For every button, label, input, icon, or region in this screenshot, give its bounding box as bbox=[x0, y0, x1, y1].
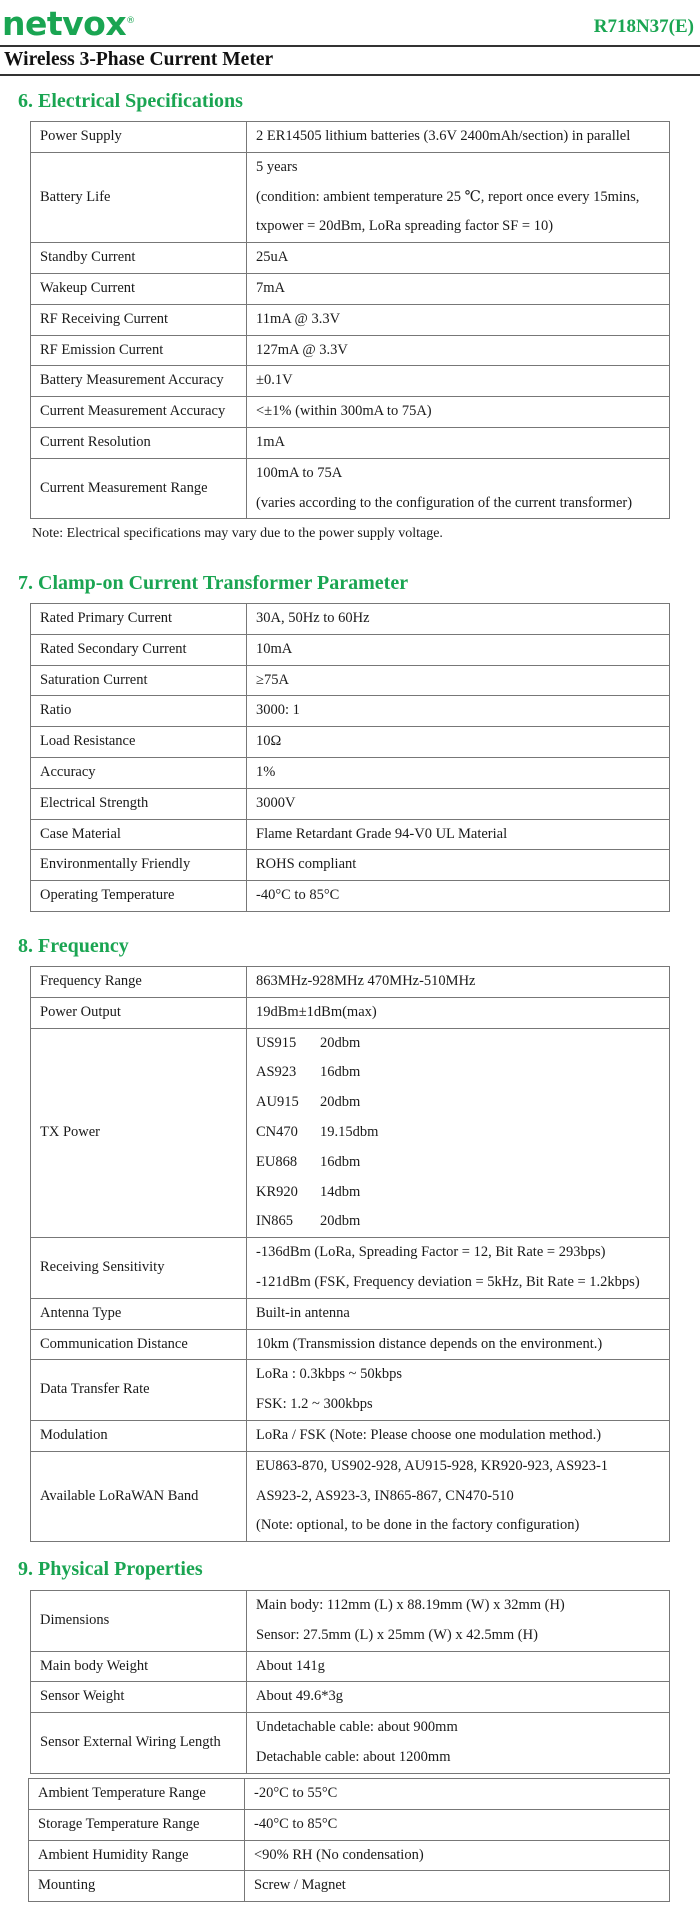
spec-label: Frequency Range bbox=[31, 967, 247, 998]
spec-value-line: (varies according to the configuration of the current transformer) bbox=[256, 494, 633, 511]
spec-value-line: Flame Retardant Grade 94-V0 UL Material bbox=[256, 825, 508, 842]
spec-value-line: 863MHz-928MHz 470MHz-510MHz bbox=[256, 973, 476, 989]
spec-row bbox=[29, 1779, 670, 1810]
section-title-frequency: 8. Frequency bbox=[18, 935, 129, 957]
spec-value-line: txpower = 20dBm, LoRa spreading factor SF = 10) bbox=[256, 218, 554, 235]
spec-row bbox=[31, 604, 670, 635]
electrical-spec-table bbox=[30, 121, 670, 519]
spec-value bbox=[247, 1651, 670, 1682]
spec-label: Ambient Humidity Range bbox=[29, 1840, 245, 1871]
spec-value-line: LoRa / FSK (Note: Please choose one modulation method.) bbox=[256, 1426, 602, 1443]
spec-label: Receiving Sensitivity bbox=[31, 1238, 247, 1299]
spec-value-line: About 49.6*3g bbox=[256, 1688, 343, 1705]
spec-label: Power Supply bbox=[31, 122, 247, 153]
spec-value bbox=[247, 604, 670, 635]
spec-value-line: 2 ER14505 lithium batteries (3.6V 2400mAh/section) in parallel bbox=[256, 128, 631, 144]
spec-row bbox=[31, 1360, 670, 1421]
spec-row bbox=[31, 819, 670, 850]
spec-row bbox=[31, 122, 670, 153]
tx-power-value: 20dbm bbox=[320, 1213, 361, 1230]
spec-value-line: 10Ω bbox=[256, 733, 282, 750]
spec-value-line: 7mA bbox=[256, 279, 285, 296]
spec-value-line: 10km (Transmission distance depends on the environment.) bbox=[256, 1335, 603, 1352]
spec-value bbox=[247, 1238, 670, 1299]
spec-row bbox=[31, 788, 670, 819]
spec-value bbox=[247, 335, 670, 366]
spec-value bbox=[247, 1682, 670, 1713]
spec-value bbox=[245, 1809, 670, 1840]
spec-value-line: ±0.1V bbox=[256, 372, 293, 389]
spec-value-line: 11mA @ 3.3V bbox=[256, 310, 341, 327]
spec-row bbox=[29, 1871, 670, 1902]
spec-value-line: -40°C to 85°C bbox=[254, 1815, 338, 1832]
spec-value bbox=[247, 819, 670, 850]
tx-power-item bbox=[256, 1148, 669, 1178]
section-title-electrical: 6. Electrical Specifications bbox=[18, 90, 243, 112]
spec-label: Available LoRaWAN Band bbox=[31, 1451, 247, 1541]
spec-row bbox=[31, 366, 670, 397]
spec-row bbox=[31, 1420, 670, 1451]
spec-row bbox=[31, 1238, 670, 1299]
spec-row bbox=[31, 967, 670, 998]
spec-value-line: 1% bbox=[256, 763, 276, 780]
spec-label: Electrical Strength bbox=[31, 788, 247, 819]
spec-value bbox=[247, 122, 670, 153]
spec-label: Accuracy bbox=[31, 757, 247, 788]
header-rule-top bbox=[0, 45, 700, 47]
spec-value-line: ROHS compliant bbox=[256, 856, 357, 873]
spec-label: Load Resistance bbox=[31, 727, 247, 758]
spec-row bbox=[31, 458, 670, 519]
spec-row bbox=[31, 850, 670, 881]
spec-value bbox=[247, 727, 670, 758]
tx-power-item bbox=[256, 1088, 669, 1118]
section-title-clamp: 7. Clamp-on Current Transformer Parameter bbox=[18, 572, 409, 594]
spec-row bbox=[31, 881, 670, 912]
spec-value-line: 10mA bbox=[256, 640, 293, 657]
spec-value-line: Sensor: 27.5mm (L) x 25mm (W) x 42.5mm (H) bbox=[256, 1626, 538, 1643]
spec-value-line: Main body: 112mm (L) x 88.19mm (W) x 32mm (H) bbox=[256, 1597, 565, 1613]
spec-value bbox=[247, 850, 670, 881]
spec-row bbox=[31, 304, 670, 335]
tx-band: KR920 bbox=[256, 1183, 298, 1200]
spec-row bbox=[31, 1298, 670, 1329]
spec-label: Battery Life bbox=[31, 152, 247, 242]
spec-value-line: <90% RH (No condensation) bbox=[254, 1846, 424, 1863]
spec-label: Modulation bbox=[31, 1420, 247, 1451]
header-rule-bottom bbox=[0, 74, 700, 76]
spec-value-line: 3000: 1 bbox=[256, 702, 300, 719]
frequency-spec-table bbox=[30, 966, 670, 1542]
netvox-logo: netvox® bbox=[2, 4, 135, 43]
tx-power-value: 20dbm bbox=[320, 1094, 361, 1111]
spec-label: Wakeup Current bbox=[31, 273, 247, 304]
spec-value-line: -40°C to 85°C bbox=[256, 887, 340, 904]
physical-spec-table bbox=[30, 1590, 670, 1774]
spec-value bbox=[247, 458, 670, 519]
spec-label: Rated Primary Current bbox=[31, 604, 247, 635]
spec-label: Environmentally Friendly bbox=[31, 850, 247, 881]
tx-band: IN865 bbox=[256, 1213, 294, 1230]
spec-value-line: <±1% (within 300mA to 75A) bbox=[256, 403, 432, 420]
spec-value bbox=[247, 696, 670, 727]
spec-value bbox=[247, 967, 670, 998]
spec-row bbox=[31, 1451, 670, 1541]
spec-row bbox=[29, 1840, 670, 1871]
spec-label: TX Power bbox=[31, 1028, 247, 1238]
spec-label: Data Transfer Rate bbox=[31, 1360, 247, 1421]
spec-value-line: 30A, 50Hz to 60Hz bbox=[256, 610, 370, 626]
spec-row bbox=[31, 727, 670, 758]
electrical-note: Note: Electrical specifications may vary due to the power supply voltage. bbox=[32, 526, 443, 541]
spec-value bbox=[247, 881, 670, 912]
spec-row bbox=[31, 397, 670, 428]
spec-value bbox=[247, 1298, 670, 1329]
spec-label: Current Resolution bbox=[31, 427, 247, 458]
spec-label: Communication Distance bbox=[31, 1329, 247, 1360]
spec-value bbox=[247, 397, 670, 428]
spec-value bbox=[247, 1360, 670, 1421]
tx-power-item bbox=[256, 1118, 669, 1148]
spec-row bbox=[31, 1682, 670, 1713]
spec-value bbox=[245, 1871, 670, 1902]
spec-value-line: 1mA bbox=[256, 433, 285, 450]
spec-value-line: Built-in antenna bbox=[256, 1304, 350, 1321]
tx-power-value: 20dbm bbox=[320, 1034, 361, 1051]
spec-value bbox=[247, 665, 670, 696]
spec-row bbox=[31, 1651, 670, 1682]
spec-label: Storage Temperature Range bbox=[29, 1809, 245, 1840]
spec-row bbox=[31, 335, 670, 366]
spec-value-line: About 141g bbox=[256, 1657, 325, 1674]
spec-label: Ratio bbox=[31, 696, 247, 727]
tx-power-value: 16dbm bbox=[320, 1153, 361, 1170]
spec-label: Sensor Weight bbox=[31, 1682, 247, 1713]
physical-spec-table-2 bbox=[28, 1778, 670, 1902]
tx-power-item bbox=[256, 1207, 669, 1237]
spec-value bbox=[247, 788, 670, 819]
tx-band: EU868 bbox=[256, 1153, 298, 1170]
spec-value-line: 5 years bbox=[256, 158, 298, 175]
spec-row bbox=[31, 665, 670, 696]
spec-label: Saturation Current bbox=[31, 665, 247, 696]
spec-label: Power Output bbox=[31, 997, 247, 1028]
tx-power-value: 14dbm bbox=[320, 1183, 361, 1200]
spec-value bbox=[247, 634, 670, 665]
spec-label: Rated Secondary Current bbox=[31, 634, 247, 665]
spec-value bbox=[247, 304, 670, 335]
spec-row bbox=[31, 243, 670, 274]
spec-label: Main body Weight bbox=[31, 1651, 247, 1682]
spec-row bbox=[31, 1591, 670, 1652]
tx-band: AU915 bbox=[256, 1094, 299, 1111]
tx-power-list bbox=[247, 1028, 670, 1238]
spec-label: Ambient Temperature Range bbox=[29, 1779, 245, 1810]
spec-value bbox=[247, 152, 670, 242]
spec-value-line: EU863-870, US902-928, AU915-928, KR920-923, AS923-1 bbox=[256, 1457, 609, 1474]
spec-label: RF Receiving Current bbox=[31, 304, 247, 335]
spec-row bbox=[31, 427, 670, 458]
spec-value-line: (condition: ambient temperature 25 ℃, report once every 15mins, bbox=[256, 188, 640, 205]
spec-value bbox=[247, 366, 670, 397]
tx-power-item bbox=[256, 1029, 669, 1059]
spec-row bbox=[31, 1713, 670, 1774]
clamp-spec-table bbox=[30, 603, 670, 912]
spec-label: Sensor External Wiring Length bbox=[31, 1713, 247, 1774]
tx-power-value: 19.15dbm bbox=[320, 1123, 379, 1140]
spec-value bbox=[247, 757, 670, 788]
spec-value-line: 3000V bbox=[256, 794, 296, 811]
section-title-physical: 9. Physical Properties bbox=[18, 1558, 203, 1580]
page-header bbox=[0, 0, 700, 76]
spec-row bbox=[31, 696, 670, 727]
spec-label: Current Measurement Range bbox=[31, 458, 247, 519]
spec-value-line: -136dBm (LoRa, Spreading Factor = 12, Bit Rate = 293bps) bbox=[256, 1244, 606, 1261]
tx-power-item bbox=[256, 1178, 669, 1208]
spec-row bbox=[31, 1329, 670, 1360]
spec-value-line: 25uA bbox=[256, 249, 289, 266]
spec-label: Case Material bbox=[31, 819, 247, 850]
tx-band: AS923 bbox=[256, 1064, 297, 1081]
spec-value-line: -121dBm (FSK, Frequency deviation = 5kHz, Bit Rate = 1.2kbps) bbox=[256, 1273, 640, 1290]
tx-band: CN470 bbox=[256, 1123, 298, 1140]
spec-row bbox=[31, 757, 670, 788]
spec-row bbox=[29, 1809, 670, 1840]
spec-value-line: 19dBm±1dBm(max) bbox=[256, 1003, 377, 1020]
spec-value bbox=[247, 243, 670, 274]
spec-value-line: FSK: 1.2 ~ 300kbps bbox=[256, 1396, 373, 1413]
spec-label: Dimensions bbox=[31, 1591, 247, 1652]
spec-label: Antenna Type bbox=[31, 1298, 247, 1329]
spec-value bbox=[247, 1451, 670, 1541]
spec-value bbox=[247, 1420, 670, 1451]
spec-label: Standby Current bbox=[31, 243, 247, 274]
tx-power-value: 16dbm bbox=[320, 1064, 361, 1081]
spec-value bbox=[247, 1713, 670, 1774]
spec-value-line: Detachable cable: about 1200mm bbox=[256, 1748, 451, 1765]
spec-row bbox=[31, 634, 670, 665]
spec-row-tx-power bbox=[31, 1028, 670, 1238]
document-subtitle: Wireless 3-Phase Current Meter bbox=[4, 49, 274, 70]
spec-value bbox=[247, 1591, 670, 1652]
spec-value-line: -20°C to 55°C bbox=[254, 1785, 338, 1801]
spec-value-line: Screw / Magnet bbox=[254, 1877, 346, 1894]
spec-value bbox=[245, 1779, 670, 1810]
spec-value-line: ≥75A bbox=[256, 671, 289, 688]
spec-row bbox=[31, 152, 670, 242]
spec-value bbox=[247, 1329, 670, 1360]
spec-value-line: 127mA @ 3.3V bbox=[256, 341, 348, 358]
spec-row bbox=[31, 273, 670, 304]
spec-row bbox=[31, 997, 670, 1028]
tx-band: US915 bbox=[256, 1034, 297, 1051]
spec-label: Operating Temperature bbox=[31, 881, 247, 912]
tx-power-item bbox=[256, 1058, 669, 1088]
spec-value-line: LoRa : 0.3kbps ~ 50kbps bbox=[256, 1366, 402, 1383]
spec-value-line: 100mA to 75A bbox=[256, 464, 343, 481]
spec-value bbox=[245, 1840, 670, 1871]
spec-label: Mounting bbox=[29, 1871, 245, 1902]
spec-value bbox=[247, 427, 670, 458]
spec-label: RF Emission Current bbox=[31, 335, 247, 366]
spec-value bbox=[247, 273, 670, 304]
spec-value-line: AS923-2, AS923-3, IN865-867, CN470-510 bbox=[256, 1487, 514, 1504]
spec-label: Current Measurement Accuracy bbox=[31, 397, 247, 428]
spec-label: Battery Measurement Accuracy bbox=[31, 366, 247, 397]
spec-value-line: Undetachable cable: about 900mm bbox=[256, 1719, 458, 1736]
spec-value-line: (Note: optional, to be done in the factory configuration) bbox=[256, 1517, 580, 1534]
spec-value bbox=[247, 997, 670, 1028]
model-number: R718N37(E) bbox=[593, 16, 694, 37]
